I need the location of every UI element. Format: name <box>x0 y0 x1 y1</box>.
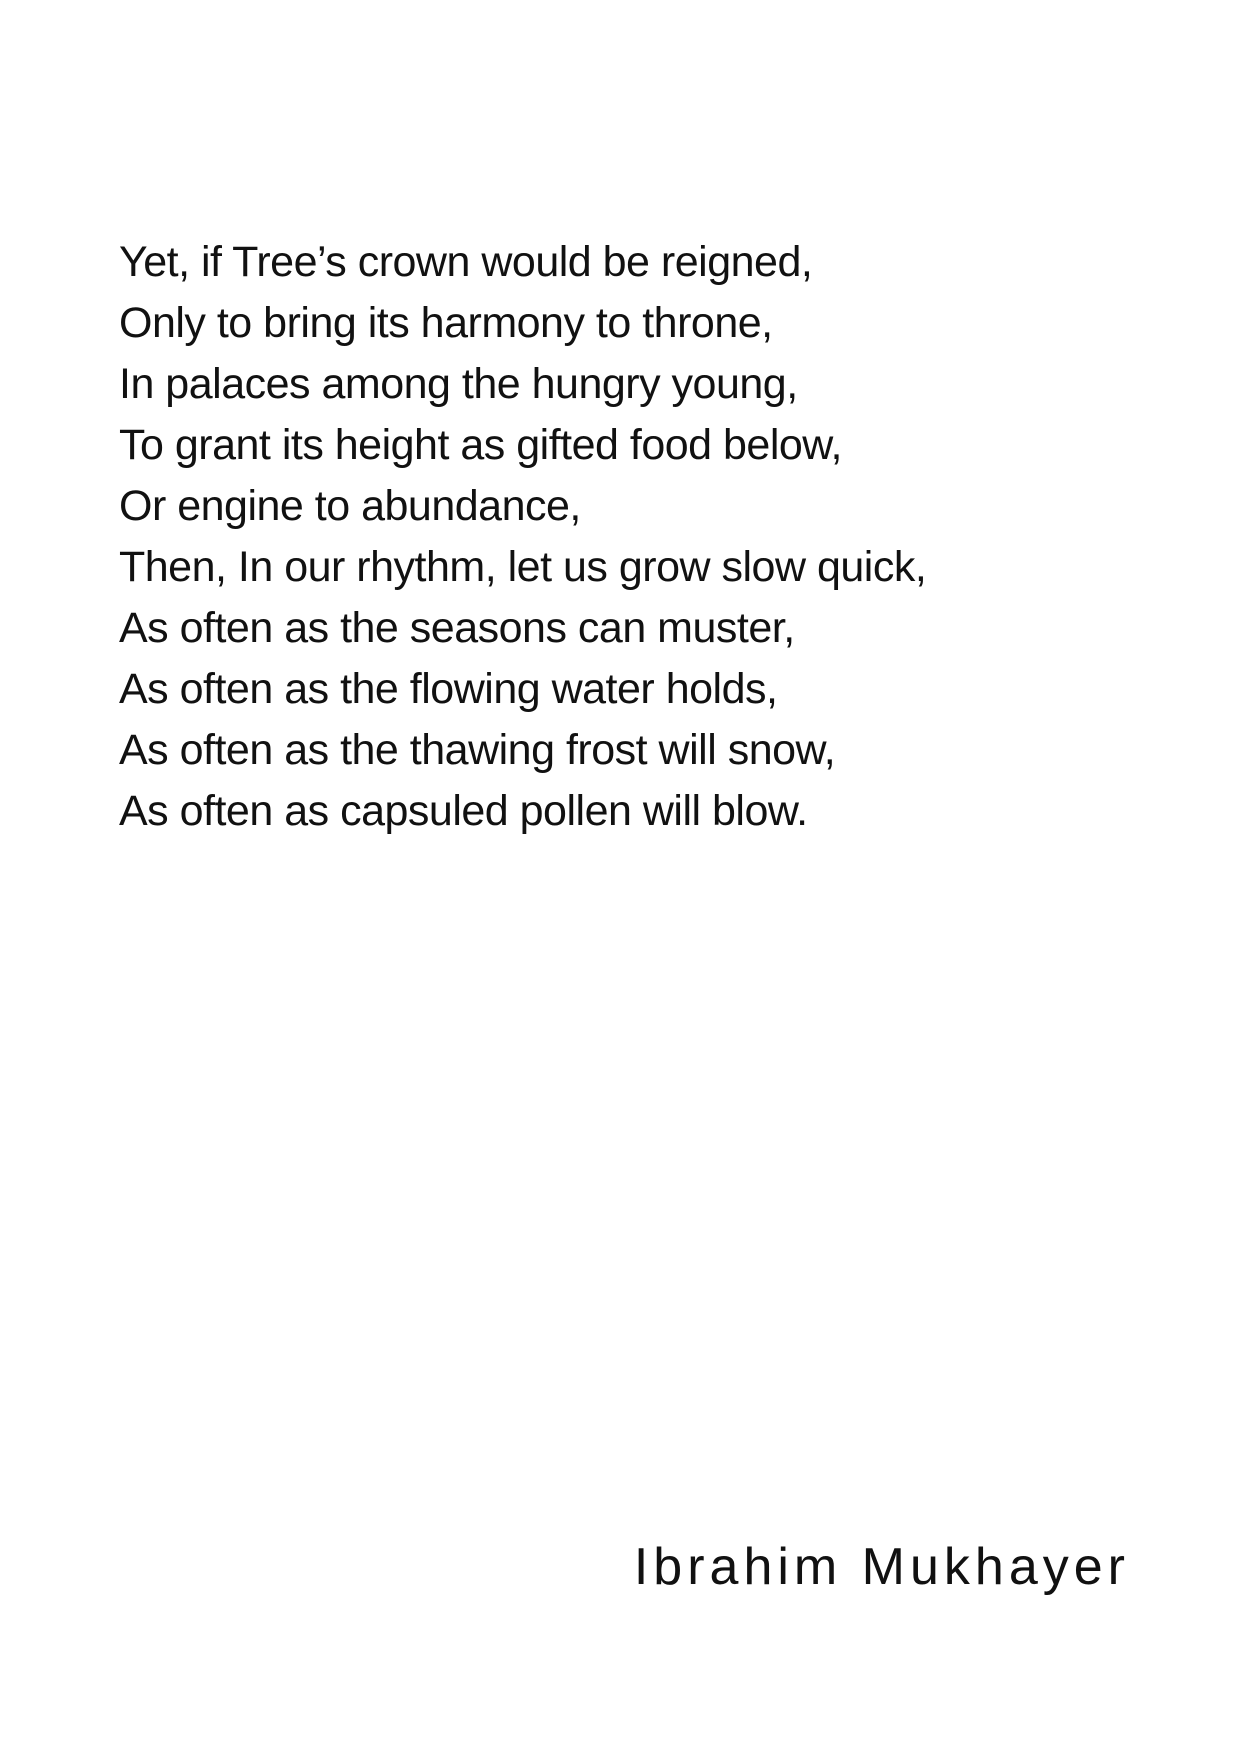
poem-body <box>119 232 1119 842</box>
poem-line: As often as capsuled pollen will blow. <box>119 787 808 835</box>
poem-line: To grant its height as gifted food below, <box>119 421 842 469</box>
poem-line: As often as the flowing water holds, <box>119 665 778 713</box>
poem-line: As often as the seasons can muster, <box>119 604 795 652</box>
author-name: Ibrahim Mukhayer <box>633 1538 1130 1596</box>
poem-line: Only to bring its harmony to throne, <box>119 299 773 347</box>
poem-line: As often as the thawing frost will snow, <box>119 726 836 774</box>
poem-line: Then, In our rhythm, let us grow slow quick, <box>119 543 927 591</box>
poem-line: Or engine to abundance, <box>119 482 581 530</box>
poem-line: In palaces among the hungry young, <box>119 360 798 408</box>
poem-line: Yet, if Tree’s crown would be reigned, <box>119 238 813 286</box>
